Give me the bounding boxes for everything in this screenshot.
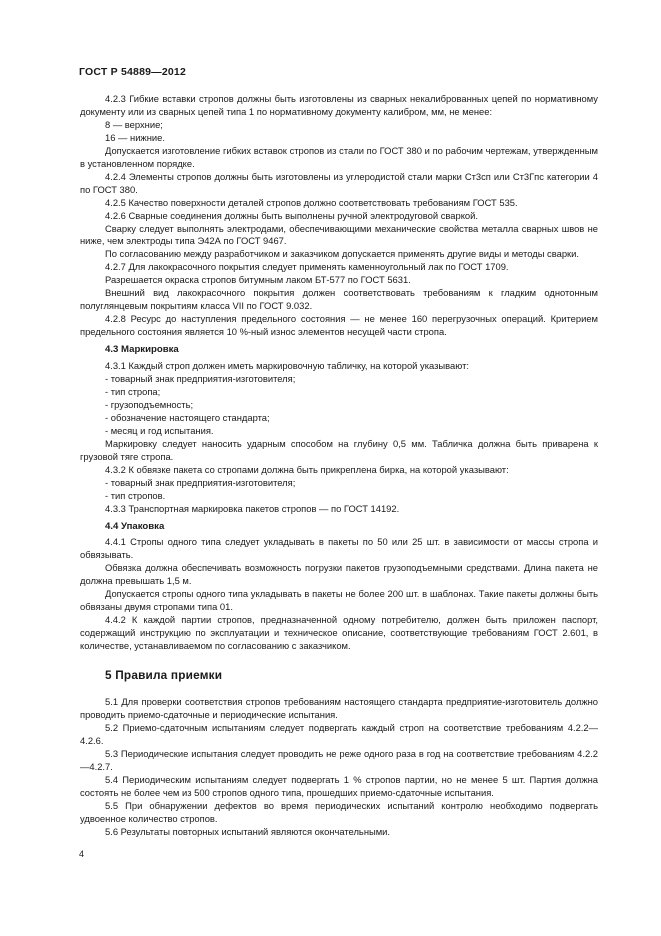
paragraph: Внешний вид лакокрасочного покрытия должен соответствовать требованиям к гладким однотонным полуглянцевым покрытиям класса VII по ГОСТ 9.032. [80, 287, 598, 312]
section-heading-5: 5 Правила приемки [105, 668, 223, 683]
list-item: 8 — верхние; [105, 118, 163, 130]
clause-4-2-5: 4.2.5 Качество поверхности деталей стропов должно соответствовать требованиям ГОСТ 535. [105, 196, 518, 208]
list-item: - грузоподъемность; [105, 399, 598, 412]
paragraph: Разрешается окраска стропов битумным лаком БТ-577 по ГОСТ 5631. [105, 274, 411, 286]
list-item: - товарный знак предприятия-изготовителя; [105, 477, 598, 490]
list-item: - месяц и год испытания. [105, 425, 598, 438]
clause-5-5: 5.5 При обнаружении дефектов во время периодических испытаний контролю необходимо подвергать удвоенное количество стропов. [80, 799, 598, 824]
paragraph: Допускается изготовление гибких вставок стропов из стали по ГОСТ 380 и по рабочим чертежам, утвержденным в установленном порядке. [80, 144, 598, 169]
page-content [80, 93, 598, 838]
clause-5-6: 5.6 Результаты повторных испытаний являются окончательными. [105, 825, 391, 837]
clause-4-2-8: 4.2.8 Ресурс до наступления предельного состояния — не менее 160 перегрузочных операций. Критерием предельного состояния является 10 %-ный износ элементов несущей части стропа. [80, 313, 598, 338]
paragraph: Сварку следует выполнять электродами, обеспечивающими механические свойства металла сварных швов не ниже, чем электроды типа Э42А по ГОСТ 9467. [80, 222, 598, 247]
paragraph: Допускается стропы одного типа укладывать в пакеты не более 200 шт. в шаблонах. Такие пакеты должны быть обвязаны двумя стропами типа 01. [80, 588, 598, 613]
list-item: - обозначение настоящего стандарта; [105, 412, 598, 425]
list-item: - тип стропов. [105, 490, 598, 503]
section-heading-4-4: 4.4 Упаковка [105, 520, 165, 532]
clause-4-2-7: 4.2.7 Для лакокрасочного покрытия следует применять каменноугольный лак по ГОСТ 1709. [105, 261, 509, 273]
clause-4-3-1: 4.3.1 Каждый строп должен иметь маркировочную табличку, на которой указывают: [105, 360, 469, 372]
section-heading-4-3: 4.3 Маркировка [105, 344, 179, 356]
clause-4-2-4: 4.2.4 Элементы стропов должны быть изготовлены из углеродистой стали марки Ст3сп или Ст3Гпс категории 4 по ГОСТ 380. [80, 170, 598, 195]
clause-5-2: 5.2 Приемо-сдаточным испытаниям следует подвергать каждый строп на соответствие требованиям 4.2.2—4.2.6. [80, 721, 598, 746]
clause-4-2-6: 4.2.6 Сварные соединения должны быть выполнены ручной электродуговой сваркой. [105, 209, 478, 221]
clause-4-4-2: 4.4.2 К каждой партии стропов, предназначенной одному потребителю, должен быть приложен паспорт, содержащий инструкцию по эксплуатации и техническое описание, соответствующие требованиям ГОСТ 2.601, в количестве, устанавливаемом по согласованию с заказчиком. [80, 614, 598, 652]
paragraph: Обвязка должна обеспечивать возможность погрузки пакетов грузоподъемными средствами. Длина пакета не должна превышать 1,5 м. [80, 562, 598, 587]
clause-4-2-3: 4.2.3 Гибкие вставки стропов должны быть изготовлены из сварных некалиброванных цепей по нормативному документу или из сварных цепей типа 1 по нормативному документу калибром, мм, не менее: [80, 93, 598, 117]
list-item: - тип стропа; [105, 386, 598, 399]
clause-4-3-2: 4.3.2 К обвязке пакета со стропами должна быть прикреплена бирка, на которой указывают: [105, 463, 509, 475]
list-item: - товарный знак предприятия-изготовителя; [105, 373, 598, 386]
paragraph: По согласованию между разработчиком и заказчиком допускается применять другие виды и методы сварки. [105, 248, 579, 260]
paragraph: Маркировку следует наносить ударным способом на глубину 0,5 мм. Табличка должна быть приварена к грузовой тяге стропа. [80, 437, 598, 462]
clause-5-4: 5.4 Периодическим испытаниям следует подвергать 1 % стропов партии, но не менее 5 шт. Партия должна состоять не более чем из 500 стропов одного типа, прошедших приемо-сдаточные испытания. [80, 773, 598, 798]
clause-5-3: 5.3 Периодические испытания следует проводить не реже одного раза в год на соответствие требованиям 4.2.2—4.2.7. [80, 747, 598, 772]
clause-4-3-3: 4.3.3 Транспортная маркировка пакетов стропов — по ГОСТ 14192. [105, 502, 400, 514]
document-header: ГОСТ Р 54889—2012 [79, 66, 187, 78]
page-number: 4 [79, 849, 85, 859]
clause-4-4-1: 4.4.1 Стропы одного типа следует укладывать в пакеты по 50 или 25 шт. в зависимости от массы стропа и обвязывать. [80, 536, 598, 561]
clause-5-1: 5.1 Для проверки соответствия стропов требованиям настоящего стандарта предприятие-изготовитель должно проводить приемо-сдаточные и периодические испытания. [80, 695, 598, 720]
list-item: 16 — нижние. [105, 131, 165, 143]
